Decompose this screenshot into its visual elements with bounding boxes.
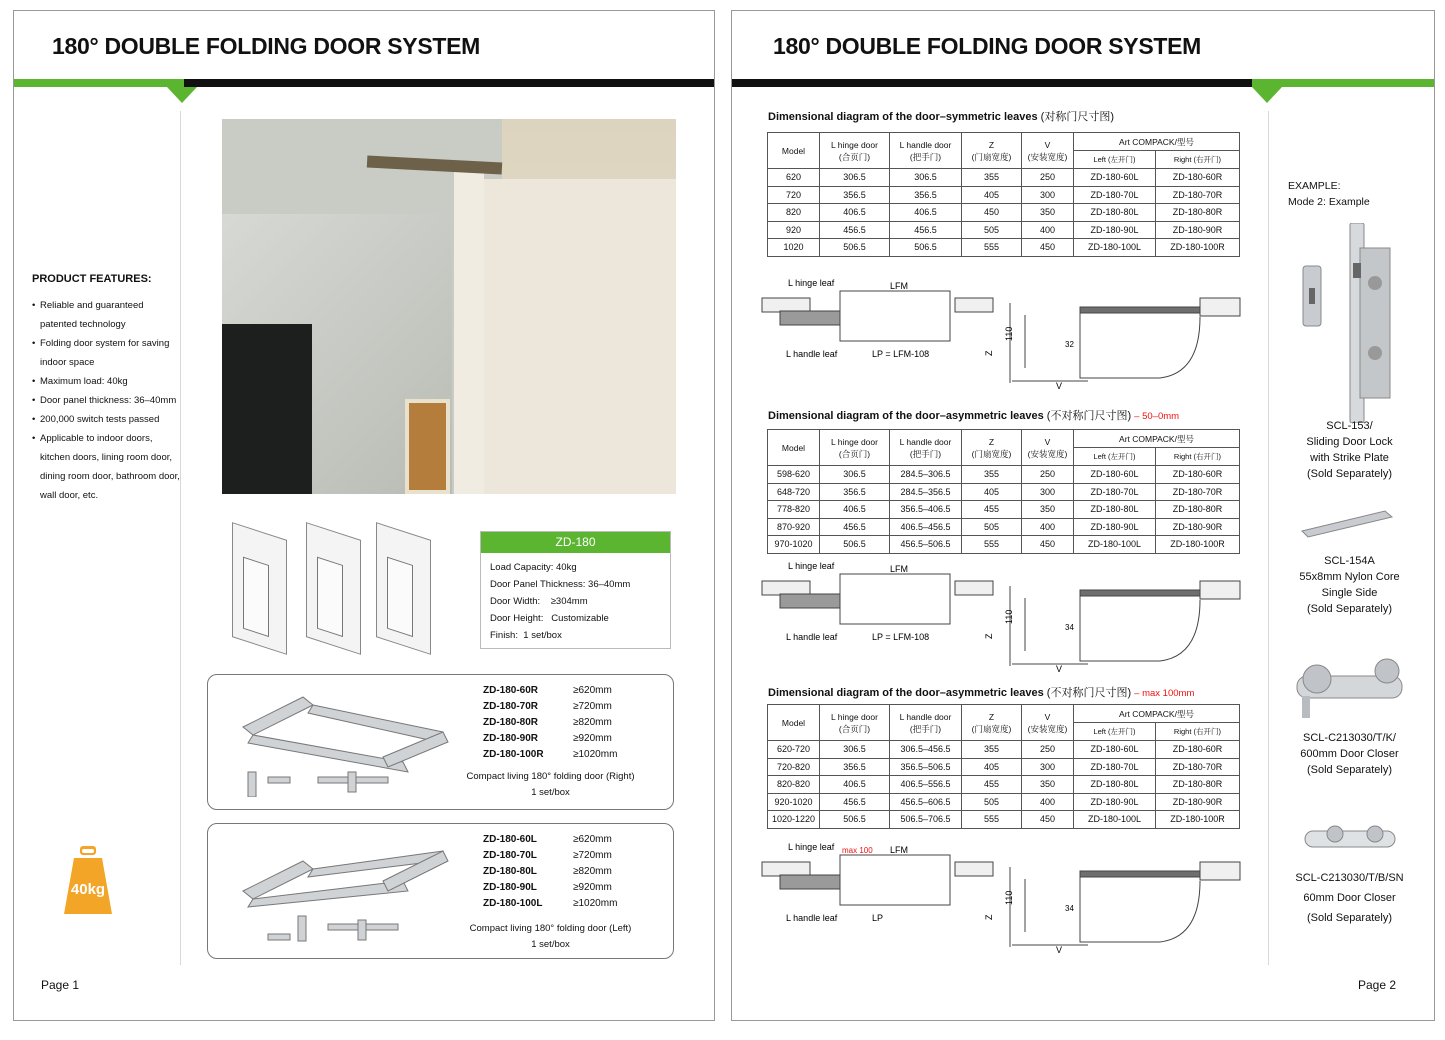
svg-text:32: 32 bbox=[1065, 340, 1074, 349]
svg-text:LFM: LFM bbox=[890, 281, 908, 291]
weight-icon bbox=[64, 846, 112, 916]
door-illustration bbox=[232, 522, 287, 655]
product-photo bbox=[222, 119, 676, 494]
door-dimension-diagram bbox=[760, 556, 1245, 676]
page-title: 180° DOUBLE FOLDING DOOR SYSTEM bbox=[52, 33, 481, 59]
spec-value: ≥304mm bbox=[550, 596, 588, 607]
accessory-label: SCL-C213030/T/K/ 600mm Door Closer (Sold Separately) bbox=[1300, 732, 1399, 776]
svg-text:Z: Z bbox=[984, 633, 994, 639]
header-accent bbox=[14, 79, 184, 87]
spec-value: Customizable bbox=[551, 613, 609, 624]
section-title: Dimensional diagram of the door–asymmetric leaves (不对称门尺寸图) – 50–0mm bbox=[768, 410, 1180, 422]
table-row: 1020-1220 506.5 506.5–706.5 555 450 ZD-180-100L ZD-180-100R bbox=[768, 811, 1240, 829]
page-title: 180° DOUBLE FOLDING DOOR SYSTEM bbox=[773, 33, 1202, 59]
svg-text:L handle leaf: L handle leaf bbox=[786, 349, 838, 359]
lock-image bbox=[1300, 223, 1400, 423]
door-dimension-diagram bbox=[760, 273, 1245, 393]
door-dimension-diagram bbox=[760, 837, 1245, 957]
svg-text:LP = LFM-108: LP = LFM-108 bbox=[872, 349, 930, 359]
svg-text:34: 34 bbox=[1065, 623, 1074, 632]
door-closer-image bbox=[1300, 819, 1400, 859]
weight-label: 40kg bbox=[70, 881, 106, 898]
feature-item: • 200,000 switch tests passed bbox=[32, 410, 182, 429]
svg-text:LP: LP bbox=[872, 913, 884, 923]
dimension-table: Model L hinge door (合页门) L handle door (把手门) Z (门扇宽度) V (安装宽度) Art COMPACK/型号 Left (左开门) Right (右开门) 620 306.5 306.5 355 250 ZD-180-60L ZD-180-60R 720 356.5 356.5 405 300 ZD-180-70L ZD-180-70R 820 406.5 406.5 450 350 ZD-180-80L ZD-180-80R 920 456.5 456.5 505 400 ZD-180-90L ZD-180-90R 1020 506.5 506.5 555 450 ZD-180-100L ZD-180-100R bbox=[767, 132, 1240, 257]
table-row: 620-720 306.5 306.5–456.5 355 250 ZD-180-60L ZD-180-60R bbox=[768, 741, 1240, 759]
spec-key: Door Panel Thickness: bbox=[490, 579, 586, 590]
table-row: 778-820 406.5 356.5–406.5 455 350 ZD-180-80L ZD-180-80R bbox=[768, 501, 1240, 519]
features-title: PRODUCT FEATURES: bbox=[32, 273, 152, 285]
table-row: 648-720 356.5 284.5–356.5 405 300 ZD-180-70L ZD-180-70R bbox=[768, 483, 1240, 501]
svg-text:V: V bbox=[1056, 381, 1063, 391]
svg-text:L handle leaf: L handle leaf bbox=[786, 913, 838, 923]
table-row: 1020 506.5 506.5 555 450 ZD-180-100L ZD-180-100R bbox=[768, 239, 1240, 257]
svg-text:L hinge leaf: L hinge leaf bbox=[788, 278, 835, 288]
kit-pack: 1 set/box bbox=[531, 787, 570, 798]
door-illustration bbox=[376, 522, 431, 655]
kit-left-box bbox=[207, 823, 674, 959]
spec-model: ZD-180 bbox=[481, 532, 670, 553]
svg-text:L hinge leaf: L hinge leaf bbox=[788, 842, 835, 852]
kit-pack: 1 set/box bbox=[531, 939, 570, 950]
svg-text:LFM: LFM bbox=[890, 845, 908, 855]
svg-text:110: 110 bbox=[1004, 326, 1014, 341]
kit-caption: Compact living 180° folding door (Left) bbox=[469, 923, 632, 934]
spec-key: Door Width: bbox=[490, 596, 541, 607]
svg-text:Z: Z bbox=[984, 914, 994, 920]
svg-text:LFM: LFM bbox=[890, 564, 908, 574]
page-2 bbox=[731, 10, 1435, 1021]
accessory-label: SCL-154A 55x8mm Nylon Core Single Side (Sold Separately) bbox=[1299, 555, 1400, 615]
spec-key: Door Height: bbox=[490, 613, 544, 624]
header-accent-triangle bbox=[1252, 87, 1282, 103]
feature-item: • Applicable to indoor doors, kitchen doors, lining room door, dining room door, bathroom door, wall door, etc. bbox=[32, 429, 182, 505]
accessory-label: SCL-153/ Sliding Door Lock with Strike Plate (Sold Separately) bbox=[1306, 420, 1393, 480]
table-row: 720-820 356.5 356.5–506.5 405 300 ZD-180-70L ZD-180-70R bbox=[768, 758, 1240, 776]
kit-caption: Compact living 180° folding door (Right) bbox=[466, 771, 635, 782]
accessory-label: SCL-C213030/T/B/SN 60mm Door Closer (Sold Separately) bbox=[1295, 872, 1404, 924]
svg-text:34: 34 bbox=[1065, 904, 1074, 913]
page-1 bbox=[13, 10, 715, 1021]
kit-right-table: ZD-180-60R ≥620mm ZD-180-70R ≥720mm ZD-180-80R ≥820mm ZD-180-90R ≥920mm ZD-180-100R ≥1020mm bbox=[483, 685, 618, 760]
divider bbox=[180, 111, 181, 965]
table-row: 820 406.5 406.5 450 350 ZD-180-80L ZD-180-80R bbox=[768, 204, 1240, 222]
hinge-kit-illustration bbox=[233, 687, 453, 797]
example-title: EXAMPLE: Mode 2: Example bbox=[1288, 180, 1370, 208]
table-row: 870-920 456.5 406.5–456.5 505 400 ZD-180-90L ZD-180-90R bbox=[768, 518, 1240, 536]
spec-value: 1 set/box bbox=[523, 630, 562, 641]
spec-value: 36–40mm bbox=[588, 579, 631, 590]
hinge-kit-illustration bbox=[233, 836, 453, 946]
svg-text:L hinge leaf: L hinge leaf bbox=[788, 561, 835, 571]
kit-left-table: ZD-180-60L ≥620mm ZD-180-70L ≥720mm ZD-180-80L ≥820mm ZD-180-90L ≥920mm ZD-180-100L ≥1020mm bbox=[483, 834, 618, 909]
page-number: Page 1 bbox=[41, 978, 80, 992]
header-accent-triangle bbox=[167, 87, 197, 103]
table-row: 620 306.5 306.5 355 250 ZD-180-60L ZD-180-60R bbox=[768, 169, 1240, 187]
dimension-table: Model L hinge door (合页门) L handle door (把手门) Z (门扇宽度) V (安装宽度) Art COMPACK/型号 Left (左开门) Right (右开门) 620-720 306.5 306.5–456.5 355 250 ZD-180-60L ZD-180-60R 720-820 356.5 356.5–506.5 405 300 ZD-180-70L ZD-180-70R 820-820 406.5 406.5–556.5 455 350 ZD-180-80L ZD-180-80R 920-1020 456.5 456.5–606.5 505 400 ZD-180-90L ZD-180-90R 1020-1220 506.5 506.5–706.5 555 450 ZD-180-100L ZD-180-100R bbox=[767, 704, 1240, 829]
header-accent bbox=[1252, 79, 1435, 87]
feature-item: • Door panel thickness: 36–40mm bbox=[32, 391, 182, 410]
kit-right-box bbox=[207, 674, 674, 810]
divider bbox=[1268, 111, 1269, 965]
table-row: 920 456.5 456.5 505 400 ZD-180-90L ZD-180-90R bbox=[768, 221, 1240, 239]
section-title: Dimensional diagram of the door–symmetric leaves (对称门尺寸图) bbox=[768, 111, 1114, 123]
feature-item: • Folding door system for saving indoor space bbox=[32, 334, 182, 372]
svg-text:LP = LFM-108: LP = LFM-108 bbox=[872, 632, 930, 642]
spec-value: 40kg bbox=[556, 562, 577, 573]
table-row: 820-820 406.5 406.5–556.5 455 350 ZD-180-80L ZD-180-80R bbox=[768, 776, 1240, 794]
spec-key: Finish: bbox=[490, 630, 518, 641]
table-row: 720 356.5 356.5 405 300 ZD-180-70L ZD-180-70R bbox=[768, 186, 1240, 204]
svg-text:110: 110 bbox=[1004, 609, 1014, 624]
table-row: 598-620 306.5 284.5–306.5 355 250 ZD-180-60L ZD-180-60R bbox=[768, 466, 1240, 484]
spec-box bbox=[480, 531, 671, 649]
table-row: 920-1020 456.5 456.5–606.5 505 400 ZD-180-90L ZD-180-90R bbox=[768, 793, 1240, 811]
feature-item: • Reliable and guaranteed patented technology bbox=[32, 296, 182, 334]
door-illustration bbox=[306, 522, 361, 655]
svg-text:110: 110 bbox=[1004, 890, 1014, 905]
svg-text:Z: Z bbox=[984, 350, 994, 356]
table-row: 970-1020 506.5 456.5–506.5 555 450 ZD-180-100L ZD-180-100R bbox=[768, 536, 1240, 554]
spec-key: Load Capacity: bbox=[490, 562, 554, 573]
feature-item: • Maximum load: 40kg bbox=[32, 372, 182, 391]
section-title: Dimensional diagram of the door–asymmetric leaves (不对称门尺寸图) – max 100mm bbox=[768, 687, 1195, 699]
svg-text:V: V bbox=[1056, 664, 1063, 674]
svg-text:V: V bbox=[1056, 945, 1063, 955]
page-number: Page 2 bbox=[1358, 978, 1397, 992]
dimension-table: Model L hinge door (合页门) L handle door (把手门) Z (门扇宽度) V (安装宽度) Art COMPACK/型号 Left (左开门) Right (右开门) 598-620 306.5 284.5–306.5 355 250 ZD-180-60L ZD-180-60R 648-720 356.5 284.5–356.5 405 300 ZD-180-70L ZD-180-70R 778-820 406.5 356.5–406.5 455 350 ZD-180-80L ZD-180-80R 870-920 456.5 406.5–456.5 505 400 ZD-180-90L ZD-180-90R 970-1020 506.5 456.5–506.5 555 450 ZD-180-100L ZD-180-100R bbox=[767, 429, 1240, 554]
features-list bbox=[32, 296, 182, 505]
door-closer-image bbox=[1292, 651, 1407, 721]
svg-text:max 100: max 100 bbox=[842, 846, 873, 855]
svg-text:L handle leaf: L handle leaf bbox=[786, 632, 838, 642]
nylon-core-image bbox=[1300, 503, 1395, 543]
